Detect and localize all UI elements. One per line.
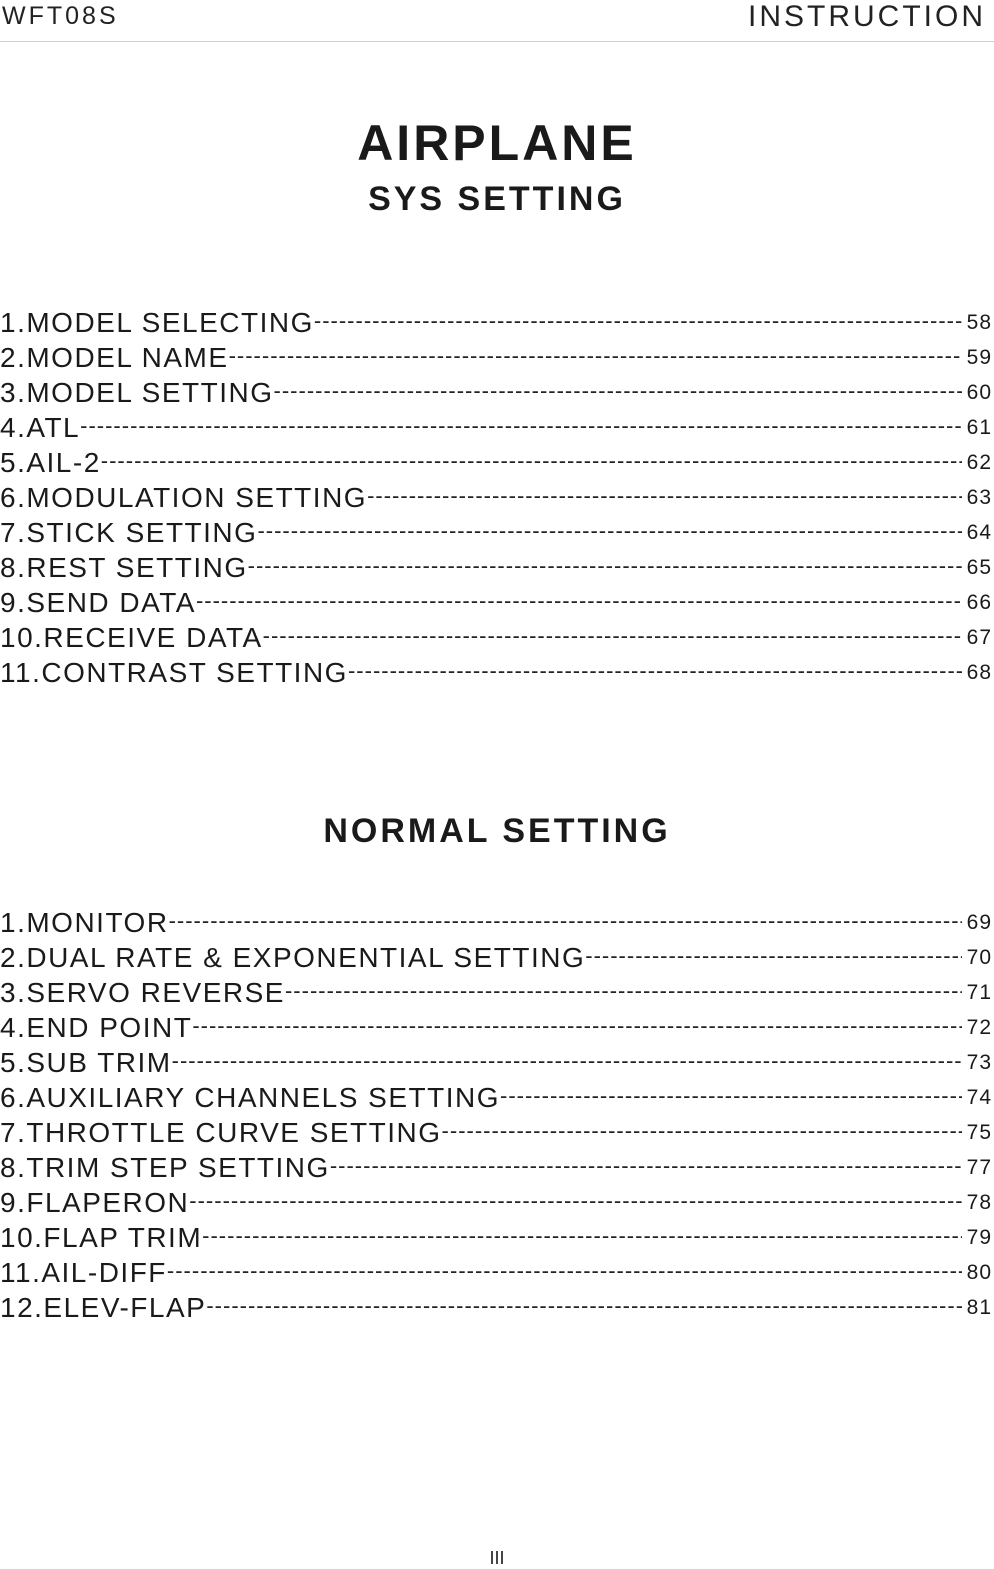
toc-label: 7.THROTTLE CURVE SETTING bbox=[0, 1116, 442, 1148]
toc-page: 81 bbox=[966, 1295, 992, 1319]
toc-row-modulation-setting[interactable] bbox=[0, 480, 994, 515]
toc-label: 5.AIL-2 bbox=[0, 446, 101, 478]
header-model-name: WFT08S bbox=[2, 2, 119, 30]
toc-row-ail-2[interactable] bbox=[0, 445, 994, 480]
toc-leader bbox=[367, 483, 962, 509]
toc-row-stick-setting[interactable] bbox=[0, 515, 994, 550]
toc-label: 3.MODEL SETTING bbox=[0, 376, 274, 408]
toc-label: 12.ELEV-FLAP bbox=[0, 1291, 207, 1323]
toc-page: 78 bbox=[966, 1190, 992, 1214]
toc-page: 61 bbox=[966, 415, 992, 439]
toc-row-dual-rate[interactable] bbox=[0, 940, 994, 975]
toc-row-auxiliary-channels[interactable] bbox=[0, 1080, 994, 1115]
toc-leader bbox=[229, 343, 962, 369]
toc-page: 74 bbox=[966, 1085, 992, 1109]
toc-label: 5.SUB TRIM bbox=[0, 1046, 172, 1078]
toc-row-rest-setting[interactable] bbox=[0, 550, 994, 585]
toc-page: 77 bbox=[966, 1155, 992, 1179]
toc-label: 3.SERVO REVERSE bbox=[0, 976, 285, 1008]
toc-row-flaperon[interactable] bbox=[0, 1185, 994, 1220]
toc-label: 11.CONTRAST SETTING bbox=[0, 656, 348, 688]
page-title: AIRPLANE bbox=[357, 115, 637, 171]
toc-label: 11.AIL-DIFF bbox=[0, 1256, 167, 1288]
toc-page: 58 bbox=[966, 310, 992, 334]
toc-leader bbox=[206, 1293, 962, 1319]
normal-setting-heading: NORMAL SETTING bbox=[323, 812, 671, 850]
toc-page: 59 bbox=[966, 345, 992, 369]
sys-setting-toc bbox=[0, 305, 994, 690]
toc-row-receive-data[interactable] bbox=[0, 620, 994, 655]
toc-leader bbox=[196, 588, 962, 614]
toc-leader bbox=[192, 1013, 962, 1039]
toc-row-send-data[interactable] bbox=[0, 585, 994, 620]
toc-row-servo-reverse[interactable] bbox=[0, 975, 994, 1010]
toc-leader bbox=[500, 1083, 962, 1109]
toc-label: 4.END POINT bbox=[0, 1011, 193, 1043]
toc-row-monitor[interactable] bbox=[0, 905, 994, 940]
toc-row-end-point[interactable] bbox=[0, 1010, 994, 1045]
toc-leader bbox=[314, 308, 962, 334]
toc-leader bbox=[167, 1258, 962, 1284]
toc-leader bbox=[330, 1153, 962, 1179]
header-instruction: INSTRUCTION bbox=[748, 0, 986, 33]
toc-leader bbox=[169, 908, 962, 934]
toc-page: 67 bbox=[966, 625, 992, 649]
toc-label: 8.REST SETTING bbox=[0, 551, 248, 583]
toc-label: 4.ATL bbox=[0, 411, 81, 443]
toc-leader bbox=[257, 518, 962, 544]
toc-row-model-name[interactable] bbox=[0, 340, 994, 375]
toc-page: 75 bbox=[966, 1120, 992, 1144]
toc-label: 6.AUXILIARY CHANNELS SETTING bbox=[0, 1081, 500, 1113]
toc-row-trim-step[interactable] bbox=[0, 1150, 994, 1185]
sys-setting-heading: SYS SETTING bbox=[368, 180, 626, 218]
toc-leader bbox=[189, 1188, 962, 1214]
footer-page-number: III bbox=[489, 1548, 505, 1568]
toc-row-throttle-curve[interactable] bbox=[0, 1115, 994, 1150]
toc-label: 6.MODULATION SETTING bbox=[0, 481, 368, 513]
toc-label: 10.FLAP TRIM bbox=[0, 1221, 203, 1253]
toc-page: 69 bbox=[966, 910, 992, 934]
toc-label: 1.MONITOR bbox=[0, 906, 169, 938]
toc-leader bbox=[274, 378, 962, 404]
toc-page: 63 bbox=[966, 485, 992, 509]
toc-row-flap-trim[interactable] bbox=[0, 1220, 994, 1255]
toc-page: 72 bbox=[966, 1015, 992, 1039]
toc-label: 1.MODEL SELECTING bbox=[0, 306, 314, 338]
toc-label: 2.MODEL NAME bbox=[0, 341, 229, 373]
toc-page: 66 bbox=[966, 590, 992, 614]
toc-leader bbox=[348, 658, 962, 684]
toc-page: 68 bbox=[966, 660, 992, 684]
toc-page: 64 bbox=[966, 520, 992, 544]
toc-page: 70 bbox=[966, 945, 992, 969]
toc-page: 65 bbox=[966, 555, 992, 579]
toc-leader bbox=[285, 978, 962, 1004]
toc-leader bbox=[172, 1048, 962, 1074]
toc-page: 60 bbox=[966, 380, 992, 404]
header-divider bbox=[0, 41, 994, 42]
toc-page: 73 bbox=[966, 1050, 992, 1074]
toc-leader bbox=[80, 413, 962, 439]
toc-label: 8.TRIM STEP SETTING bbox=[0, 1151, 330, 1183]
toc-leader bbox=[585, 943, 962, 969]
toc-row-model-selecting[interactable] bbox=[0, 305, 994, 340]
toc-leader bbox=[101, 448, 962, 474]
toc-row-contrast-setting[interactable] bbox=[0, 655, 994, 690]
toc-page: 62 bbox=[966, 450, 992, 474]
toc-row-elev-flap[interactable] bbox=[0, 1290, 994, 1325]
toc-row-model-setting[interactable] bbox=[0, 375, 994, 410]
toc-page: 71 bbox=[966, 980, 992, 1004]
toc-label: 9.FLAPERON bbox=[0, 1186, 190, 1218]
toc-label: 9.SEND DATA bbox=[0, 586, 196, 618]
toc-row-sub-trim[interactable] bbox=[0, 1045, 994, 1080]
toc-leader bbox=[442, 1118, 962, 1144]
toc-leader bbox=[202, 1223, 962, 1249]
normal-setting-toc bbox=[0, 905, 994, 1325]
toc-leader bbox=[263, 623, 962, 649]
toc-row-atl[interactable] bbox=[0, 410, 994, 445]
toc-page: 80 bbox=[966, 1260, 992, 1284]
toc-page: 79 bbox=[966, 1225, 992, 1249]
toc-label: 10.RECEIVE DATA bbox=[0, 621, 263, 653]
toc-leader bbox=[248, 553, 962, 579]
toc-label: 7.STICK SETTING bbox=[0, 516, 258, 548]
toc-label: 2.DUAL RATE & EXPONENTIAL SETTING bbox=[0, 941, 586, 973]
toc-row-ail-diff[interactable] bbox=[0, 1255, 994, 1290]
